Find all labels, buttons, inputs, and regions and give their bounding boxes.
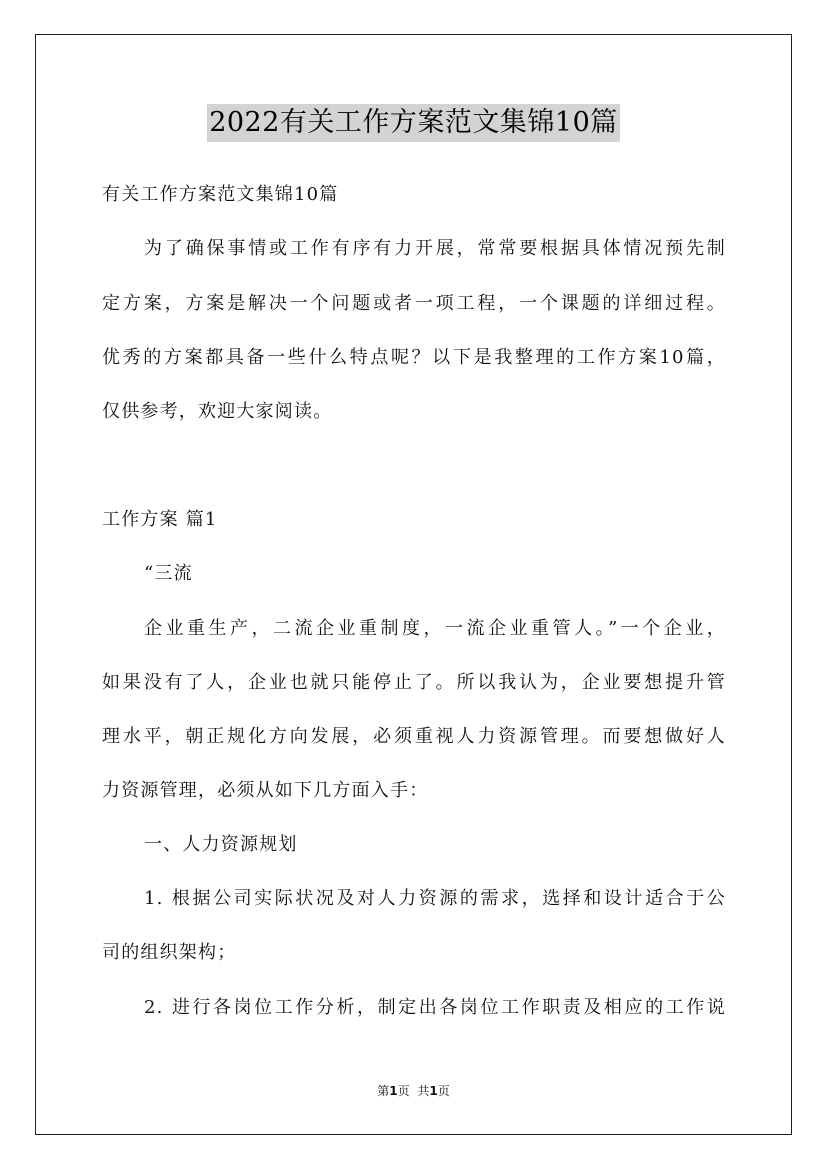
footer-total-number: 1 — [429, 1084, 438, 1098]
footer-page-mid: 页 — [397, 1084, 410, 1098]
section-line-6: 一、人力资源规划 — [144, 834, 298, 855]
section-heading: 工作方案 篇1 — [102, 509, 218, 530]
footer-total-prefix: 共 — [417, 1084, 430, 1098]
section-line-7: 1. 根据公司实际状况及对人力资源的需求，选择和设计适合于公 — [144, 888, 726, 909]
intro-line-4: 仅供参考，欢迎大家阅读。 — [102, 401, 333, 422]
intro-line-1: 为了确保事情或工作有序有力开展，常常要根据具体情况预先制 — [144, 238, 726, 259]
page-footer — [0, 1083, 827, 1099]
section-line-9: 2. 进行各岗位工作分析，制定出各岗位工作职责及相应的工作说 — [144, 997, 726, 1018]
section-line-4: 理水平，朝正规化方向发展，必须重视人力资源管理。而要想做好人 — [102, 726, 726, 747]
footer-page-prefix: 第 — [377, 1084, 390, 1098]
section-line-1: “三流 — [144, 563, 193, 584]
footer-total-suffix: 页 — [437, 1084, 450, 1098]
document-subtitle: 有关工作方案范文集锦10篇 — [102, 184, 339, 205]
section-line-2: 企业重生产，二流企业重制度，一流企业重管人。”一个企业， — [144, 618, 726, 639]
document-title: 2022有关工作方案范文集锦10篇 — [207, 104, 620, 142]
section-line-8: 司的组织架构； — [102, 942, 237, 963]
title-container — [0, 104, 827, 142]
section-line-5: 力资源管理，必须从如下几方面入手： — [102, 780, 429, 801]
intro-line-3: 优秀的方案都具备一些什么特点呢？以下是我整理的工作方案10篇， — [102, 347, 726, 368]
footer-page-number: 1 — [389, 1084, 398, 1098]
section-line-3: 如果没有了人，企业也就只能停止了。所以我认为，企业要想提升管 — [102, 672, 726, 693]
intro-line-2: 定方案，方案是解决一个问题或者一项工程，一个课题的详细过程。 — [102, 293, 726, 314]
